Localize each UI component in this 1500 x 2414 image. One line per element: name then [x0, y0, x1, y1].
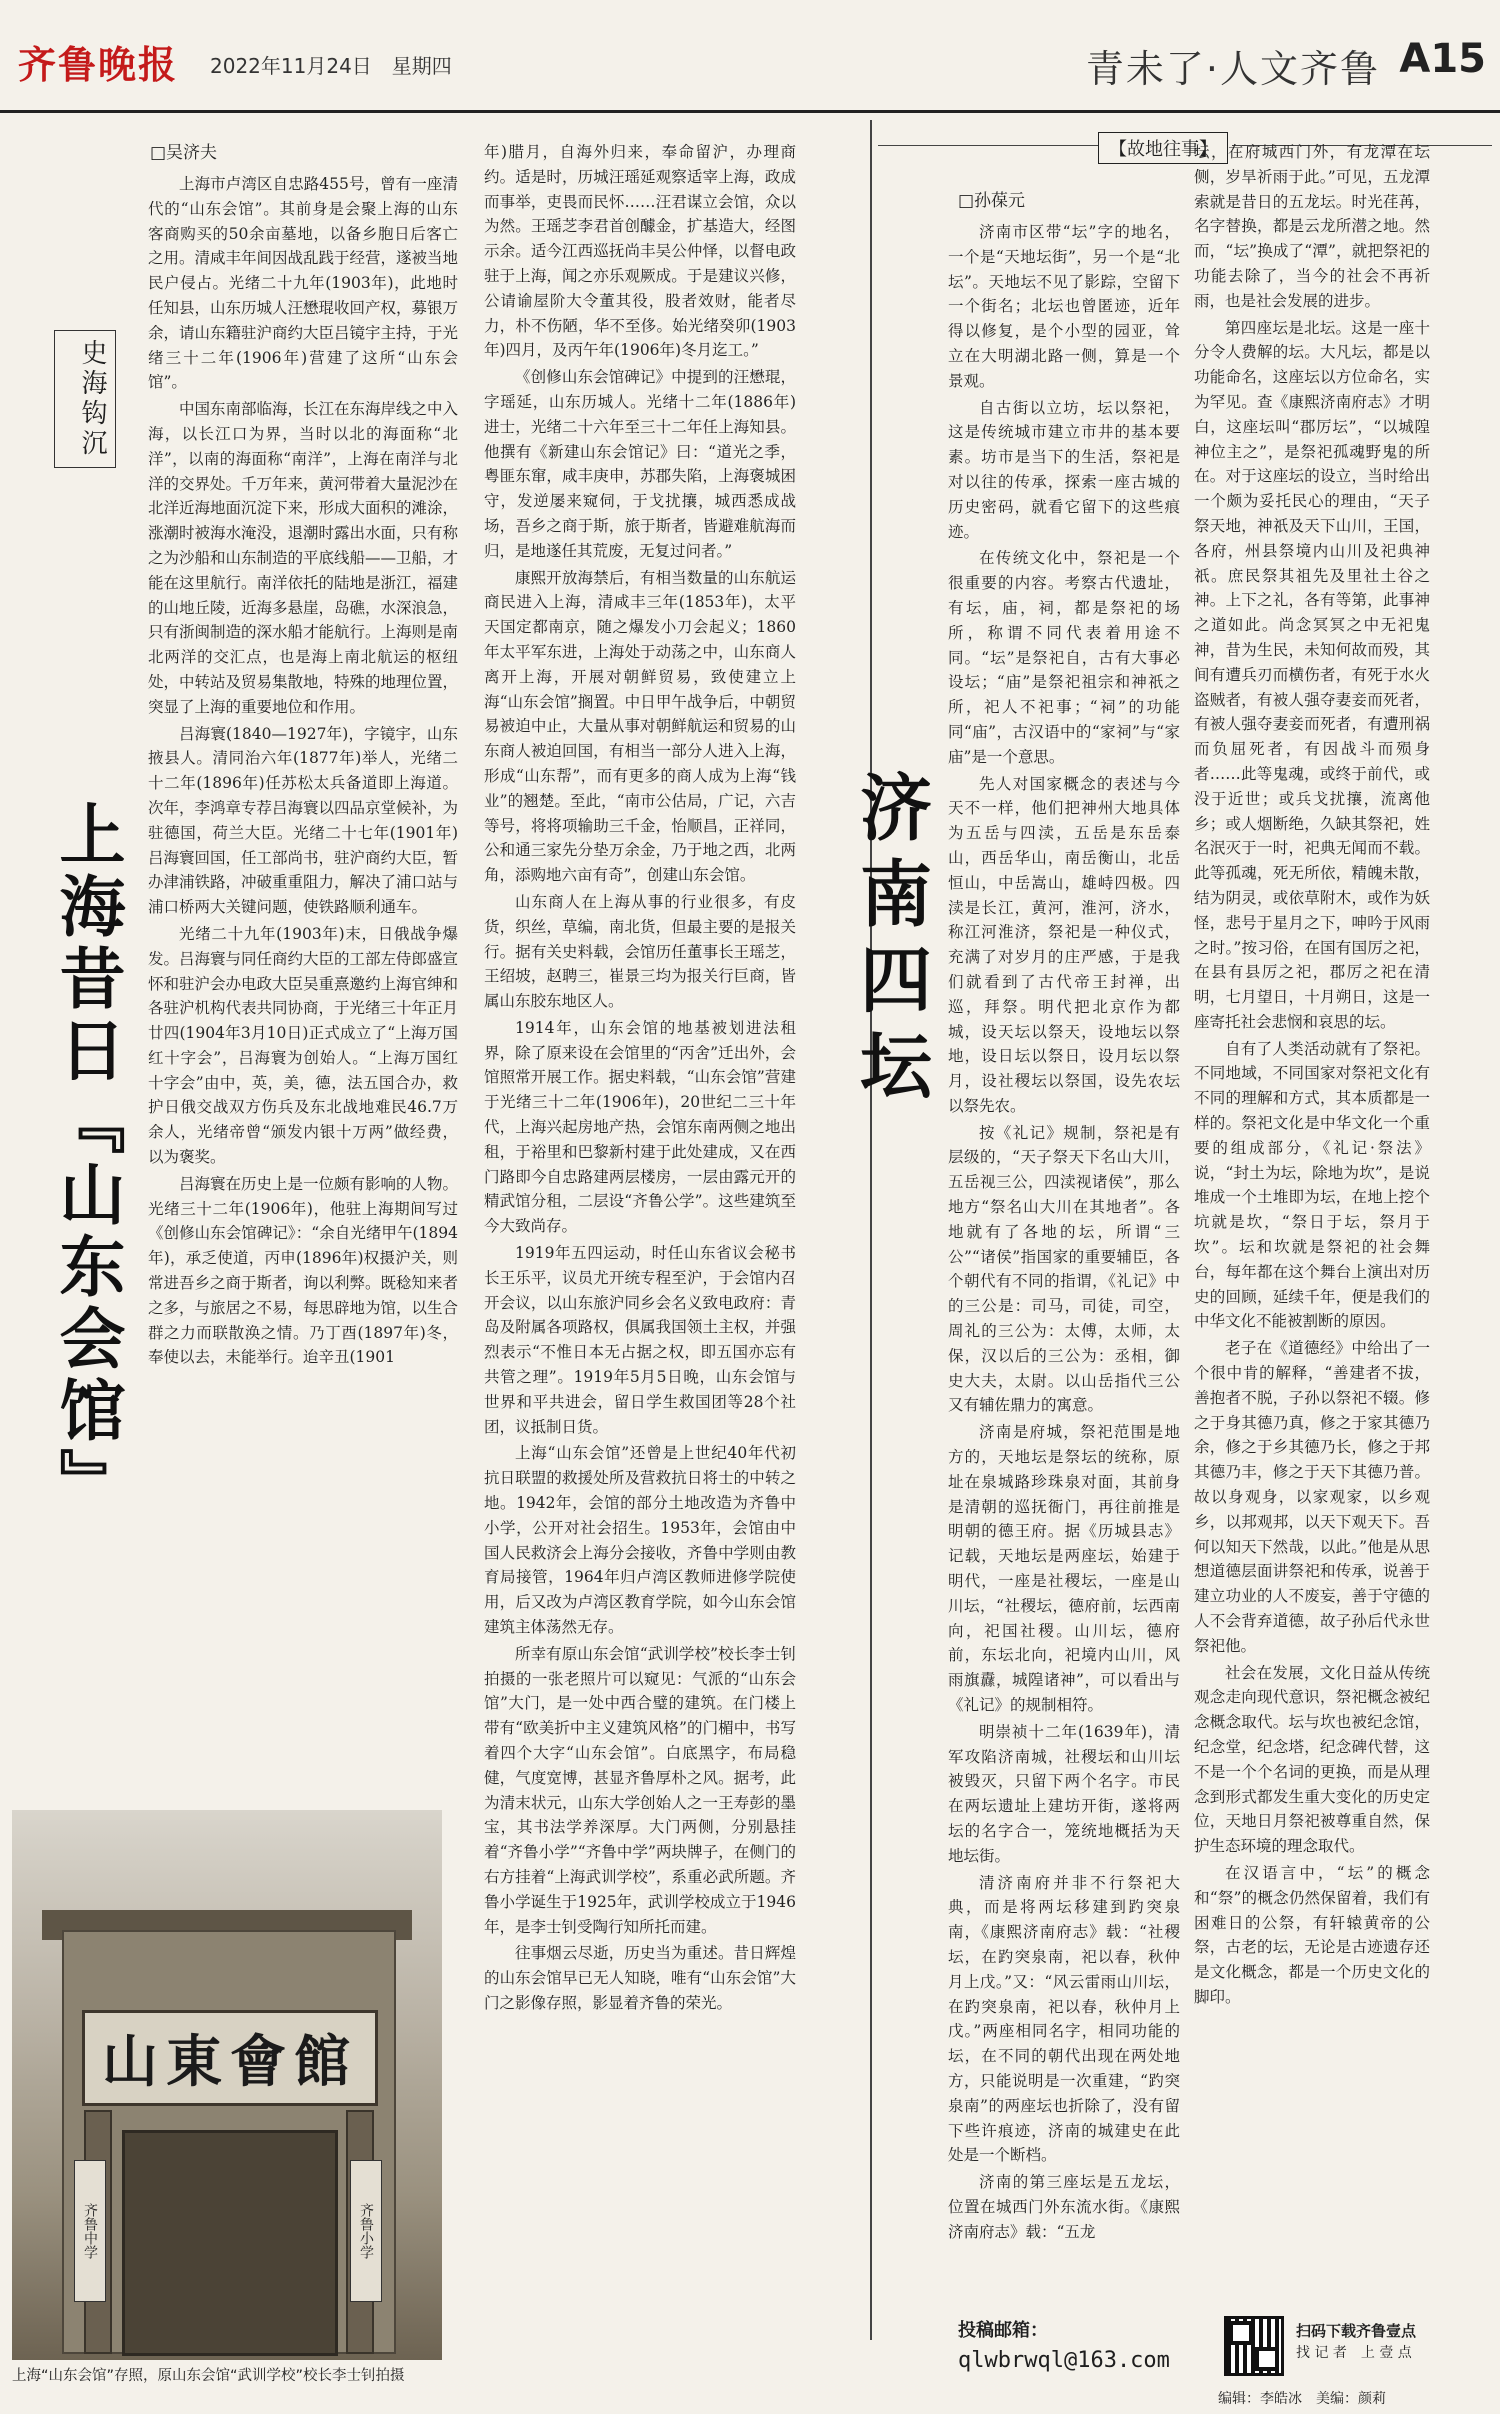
right-article-title: 济南四坛	[848, 770, 933, 1114]
column-tag: 史海钩沉	[54, 330, 116, 468]
paragraph: 在汉语言中，“坛”的概念和“祭”的概念仍然保留着，我们有困难日的公祭，有轩辕黄帝的公祭，古老的坛，无论是古迹遗存还是文化概念，都是一个历史文化的脚印。	[1194, 1863, 1430, 2006]
paragraph: 在传统文化中，祭祀是一个很重要的内容。考察古代遗址，有坛，庙，祠，都是祭祀的场所，称谓不同代表着用途不同。“坛”是祭祀自，古有大事必设坛；“庙”是祭祀祖宗和神祇之所，祀人不祀事；“祠”的功能同“庙”，古汉语中的“家祠”与“家庙”是一个意思。	[948, 549, 1180, 766]
paragraph: 吕海寰(1840—1927年)，字镜宇，山东掖县人。清同治六年(1877年)举人，光绪二十二年(1896年)任苏松太兵备道即上海道。次年，李鸿章专荐吕海寰以四品京堂候补，为驻德国，荷兰大臣。光绪二十七年(1901年)吕海寰回国，任工部尚书，驻沪商约大臣，暂办津浦铁路，冲破重重阻力，解决了浦口站与浦口桥两大关键问题，使铁路顺利通车。	[148, 724, 458, 917]
paragraph: 济南市区带“坛”字的地名，一个是“天地坛街”，另一个是“北坛”。天地坛不见了影踪，空留下一个街名；北坛也曾匿迹，近年得以修复，是个小型的园亚，耸立在大明湖北路一侧，算是一个景观。	[948, 223, 1180, 390]
paragraph: 济南的第三座坛是五龙坛，位置在城西门外东流水街。《康熙济南府志》载：“五龙	[948, 2173, 1180, 2241]
historic-photo	[12, 1810, 442, 2360]
photo-plaque: 齐鲁小学	[350, 2160, 382, 2302]
section-tag: 【故地往事】	[1098, 132, 1228, 164]
issue-date: 2022年11月24日 星期四	[210, 54, 452, 78]
paragraph: 老子在《道德经》中给出了一个很中肯的解释，“善建者不拔，善抱者不脱，子孙以祭祀不辍。修之于身其德乃真，修之于家其德乃余，修之于乡其德乃长，修之于邦其德乃丰，修之于天下其德乃普。故以身观身，以家观家，以乡观乡，以邦观邦，以天下观天下。吾何以知天下然哉，以此。”他是从思想道德层面讲祭祀和传承，说善于建立功业的人不废妄，善于守德的人不会背弃道德，故子孙后代永世祭祀他。	[1194, 1339, 1430, 1655]
qr-caption	[1296, 2320, 1416, 2364]
left-article-title: 上海昔日『山东会馆』	[48, 800, 126, 1520]
paragraph: 按《礼记》规制，祭祀是有层级的，“天子祭天下名山大川，五岳视三公，四渎视诸侯”，那么地方“祭名山大川在其地者”。各地就有了各地的坛，所谓“三公”“诸侯”指国家的重要辅臣，各个朝代有不同的指谓，《礼记》中的三公是：司马，司徒，司空，周礼的三公为：太傅，太师，太保，汉以后的三公为：丞相，御史大夫，太尉。以山岳指代三公又有辅佐鼎力的寓意。	[948, 1123, 1180, 1415]
paragraph: 济南是府城，祭祀范围是地方的，天地坛是祭坛的统称，原址在泉城路珍珠泉对面，其前身是清朝的巡抚衙门，再往前推是明朝的德王府。据《历城县志》记载，天地坛是两座坛，始建于明代，一座是社稷坛，一座是山川坛，“社稷坛，德府前，坛西南向，祀国社稷。山川坛，德府前，东坛北向，祀境内山川，风雨旗纛，城隍诸神”，可以看出与《礼记》的规制相符。	[948, 1423, 1180, 1715]
paragraph: 中国东南部临海，长江在东海岸线之中入海，以长江口为界，当时以北的海面称“北洋”，以南的海面称“南洋”，上海在南洋与北洋的交界处。千万年来，黄河带着大量泥沙在北洋近海地面沉淀下来，形成大面积的滩涂，涨潮时被海水淹没，退潮时露出水面，只有称之为沙船和山东制造的平底线船——卫船，才能在这里航行。南洋依托的陆地是浙江，福建的山地丘陵，近海多悬崖，岛礁，水深浪急，只有浙闽制造的深水船才能航行。上海则是南北两洋的交汇点，也是海上南北航运的枢纽处，中转站及贸易集散地，特殊的地理位置，突显了上海的重要地位和作用。	[148, 400, 458, 716]
paragraph: 山东商人在上海从事的行业很多，有皮货，织丝，草编，南北货，但最主要的是报关行。据有关史料载，会馆历任董事长王瑶芝，王绍坡，赵聘三，崔景三均为报关行巨商，皆属山东胶东地区人。	[484, 892, 796, 1011]
paragraph: 上海“山东会馆”还曾是上世纪40年代初抗日联盟的救援处所及营救抗日将士的中转之地。1942年，会馆的部分土地改造为齐鲁中小学，公开对社会招生。1953年，会馆由中国人民救济会上海分会接收，齐鲁中学则由教育局接管，1964年归卢湾区教师进修学院使用，后又改为卢湾区教育学院，如今山东会馆建筑主体荡然无存。	[484, 1444, 796, 1637]
paragraph: 光绪二十九年(1903年)末，日俄战争爆发。吕海寰与同任商约大臣的工部左侍郎盛宣怀和驻沪会办电政大臣吴重熹邀约上海官绅和各驻沪机构代表共同协商，于光绪三十年正月廿四(1904年3月10日)正式成立了“上海万国红十字会”，吕海寰为创始人。“上海万国红十字会”由中，英，美，德，法五国合办，救护日俄交战双方伤兵及东北战地难民46.7万余人，光绪帝曾“颁发内银十万两”做经费，以为褒奖。	[148, 924, 458, 1167]
qr-subtitle: 找 记 者 上 壹 点	[1296, 2345, 1412, 2361]
page-number: A15	[1399, 36, 1486, 82]
left-article-byline: □吴济夫	[150, 143, 218, 163]
paragraph: 清济南府并非不行祭祀大典，而是将两坛移建到趵突泉南，《康熙济南府志》载：“社稷坛，在趵突泉南，祀以春，秋仲月上戊。”又：“风云雷雨山川坛，在趵突泉南，祀以春，秋仲月上戊。”两座相同名字，相同功能的坛，在不同的朝代出现在两处地方，只能说明是一次重建，“趵突泉南”的两座坛也折除了，没有留下些许痕迹，济南的城建史在此处是一个断档。	[948, 1873, 1180, 2165]
paragraph: 第四座坛是北坛。这是一座十分令人费解的坛。大凡坛，都是以功能命名，这座坛以方位命名，实为罕见。查《康熙济南府志》才明白，这座坛叫“郡厉坛”，“以城隍神位主之”，是祭祀孤魂野鬼的所在。对于这座坛的设立，当时给出一个颇为妥托民心的理由，“天子祭天地，神祇及天下山川，王国，各府，州县祭境内山川及祀典神祇。庶民祭其祖先及里社土谷之神。上下之礼，各有等第，此事神之道如此。尚念冥冥之中无祀鬼神，昔为生民，未知何故而殁，其间有遭兵刃而横伤者，有死于水火盗贼者，有被人强夺妻妾而死者，有被人强夺妻妾而死者，有遭刑祸而负屈死者，有因战斗而殒身者……此等鬼魂，或终于前代，或没于近世；或兵戈扰攘，流离他乡；或人烟断绝，久缺其祭祀，姓名泯灭于一时，祀典无闻而不载。此等孤魂，死无所依，精魄未散，结为阴灵，或依草附木，或作为妖怪，悲号于星月之下，呻吟于风雨之时。”按习俗，在国有国厉之祀，在县有县厉之祀，郡厉之祀在清明，七月望日，十月朔日，这是一座寄托社会悲悯和哀思的坛。	[1194, 318, 1430, 1031]
paragraph: 1919年五四运动，时任山东省议会秘书长王乐平，议员尤开统专程至沪，于会馆内召开会议，以山东旅沪同乡会名义致电政府：青岛及附属各项路权，俱属我国领土主权，并强烈表示“不惟日本无占据之权，即五国亦忘有共管之理”。1919年5月5日晚，山东会馆与世界和平共进会，留日学生救国团等28个社团，议抵制日货。	[484, 1244, 796, 1436]
photo-gate	[122, 2130, 338, 2356]
paragraph: 明崇祯十二年(1639年)，清军攻陷济南城，社稷坛和山川坛被毁灭，只留下两个名字。市民在两坛遗址上建坊开街，遂将两坛的名字合一，笼统地概括为天地坛街。	[948, 1722, 1180, 1865]
paragraph: 1914年，山东会馆的地基被划进法租界，除了原来设在会馆里的“丙舍”迁出外，会馆照常开展工作。据史料载，“山东会馆”营建于光绪三十二年(1906年)，20世纪二三十年代，上海兴起房地产热，会馆东南两侧之地出租，于裕里和巴黎新村建于此处建成，又在西门路即今自忠路建两层楼房，一层由露元开的精武馆分租，二层设“齐鲁公学”。这些建筑至今大致尚存。	[484, 1018, 796, 1236]
submission-label: 投稿邮箱：	[958, 2320, 1048, 2341]
left-article-column-2	[484, 140, 796, 2310]
right-article-column-2	[1194, 140, 1430, 2290]
paragraph: 康熙开放海禁后，有相当数量的山东航运商民进入上海，清咸丰三年(1853年)，太平天国定都南京，随之爆发小刀会起义；1860年太平军东进，上海处于动荡之中，山东商人离开上海，开展对朝鲜贸易，致使建立上海“山东会馆”搁置。中日甲午战争后，中朝贸易被迫中止，大量从事对朝鲜航运和贸易的山东商人被迫回国，有相当一部分人进入上海，形成“山东帮”，而有更多的商人成为上海“钱业”的翘楚。至此，“南市公估局，广记，六吉等号，将将项输助三千金，怡顺昌，正祥同，公和通三家先分垫万余金，乃于地之西，北两角，添购地六亩有奇”，创建山东会馆。	[484, 568, 796, 885]
editor-credits: 编辑：李皓冰 美编：颜莉	[1218, 2391, 1386, 2407]
newspaper-logo: 齐鲁晚报	[18, 42, 179, 87]
right-article-byline: □孙葆元	[958, 191, 1026, 211]
paragraph: 自有了人类活动就有了祭祀。不同地域，不同国家对祭祀文化有不同的理解和方式，其本质都是一样的。祭祀文化是中华文化一个重要的组成部分，《礼记·祭法》说，“封土为坛，除地为坎”，是说堆成一个土堆即为坛，在地上挖个坑就是坎，“祭日于坛，祭月于坎”。坛和坎就是祭祀的社会舞台，每年都在这个舞台上演出对历史的回顾，延续千年，便是我们的中华文化不能被割断的原因。	[1194, 1039, 1430, 1331]
photo-sign: 山東會館	[82, 2010, 378, 2106]
right-article-column-1	[948, 220, 1180, 2370]
left-article-column-1	[148, 172, 458, 1812]
paragraph: 所幸有原山东会馆“武训学校”校长李士钊拍摄的一张老照片可以窥见：气派的“山东会馆”大门，是一处中西合璧的建筑。在门楼上带有“欧美折中主义建筑风格”的门楣中，书写着四个大字“山东会馆”。白底黑字，布局稳健，气度宽博，甚显齐鲁厚朴之风。据考，此为清末状元，山东大学创始人之一王寿彭的墨宝，其书法学养深厚。大门两侧，分别悬挂着“齐鲁小学”“齐鲁中学”两块牌子，在侧门的右方挂着“上海武训学校”，系重必武所题。齐鲁小学诞生于1925年，武训学校成立于1946年，是李士钊受陶行知所托而建。	[484, 1644, 796, 1936]
section-tag-rule	[878, 145, 1098, 146]
paragraph: 先人对国家概念的表述与今天不一样，他们把神州大地具体为五岳与四渎，五岳是东岳泰山，西岳华山，南岳衡山，北岳恒山，中岳嵩山，雄峙四极。四渎是长江，黄河，淮河，济水，称江河淮济，祭祀是一种仪式，充满了对岁月的庄严感，于是我们就看到了古代帝王封禅，出巡，拜祭。明代把北京作为都城，设天坛以祭天，设地坛以祭地，设日坛以祭日，设月坛以祭月，设社稷坛以祭国，设先农坛以祭先农。	[948, 774, 1180, 1115]
paragraph: 往事烟云尽逝，历史当为重述。昔日辉煌的山东会馆早已无人知晓，唯有“山东会馆”大门之影像存照，影显着齐鲁的荣光。	[484, 1944, 796, 2012]
header-rule	[0, 110, 1500, 113]
paragraph: 坛，在府城西门外，有龙潭在坛侧，岁旱祈雨于此。”可见，五龙潭索就是昔日的五龙坛。时光荏苒，名字替换，都是云龙所潜之地。然而，“坛”换成了“潭”，就把祭祀的功能去除了，当今的社会不再祈雨，也是社会发展的进步。	[1194, 143, 1430, 310]
paragraph: 社会在发展，文化日益从传统观念走向现代意识，祭祀概念被纪念概念取代。坛与坎也被纪念馆，纪念堂，纪念塔，纪念碑代替，这不是一个个名词的更换，而是从理念到形式都发生重大变化的历史定位，天地日月祭祀被尊重自然，保护生态环境的理念取代。	[1194, 1663, 1430, 1856]
photo-caption: 上海“山东会馆”存照，原山东会馆“武训学校”校长李士钊拍摄	[12, 2368, 405, 2384]
qr-title: 扫码下载齐鲁壹点	[1296, 2322, 1417, 2340]
paragraph: 上海市卢湾区自忠路455号，曾有一座清代的“山东会馆”。其前身是会聚上海的山东客商购买的50余亩墓地，以备乡胞日后客亡之用。清咸丰年间因战乱践于经营，遂被当地民户侵占。光绪二十九年(1903年)，此地时任知县，山东历城人汪懋琨收回产权，募银万余，请山东籍驻沪商约大臣吕镜宇主持，于光绪三十二年(1906年)营建了这所“山东会馆”。	[148, 175, 458, 392]
page-header	[0, 0, 1500, 110]
paragraph: 《创修山东会馆碑记》中提到的汪懋琨，字瑶延，山东历城人。光绪十二年(1886年)进士，光绪二十六年至三十二年任上海知县。他撰有《新建山东会馆记》曰：“道光之季，粤匪东窜，咸丰庚申，苏郡失陷，上海褒城困守，发逆屡来窥伺，于戈扰攘，城西悉成战场，吾乡之商于斯，旅于斯者，皆避难航海而归，是地遂任其荒废，无复过问者。”	[484, 368, 796, 560]
qr-code-icon[interactable]	[1224, 2316, 1284, 2376]
article-divider	[870, 120, 872, 2340]
paragraph: 吕海寰在历史上是一位颇有影响的人物。光绪三十二年(1906年)，他驻上海期间写过《创修山东会馆碑记》：“余自光绪甲午(1894年)，承乏使道，丙申(1896年)权摄沪关，则常进吾乡之商于斯者，询以利弊。既稔知来者之多，与旅居之不易，每思辟地为馆，以生合群之力而联散涣之情。乃丁酉(1897年)冬，奉使以去，未能举行。迨辛丑(1901	[148, 1174, 458, 1367]
photo-plaque: 齐鲁中学	[74, 2160, 106, 2302]
section-title: 青未了·人文齐鲁	[1085, 47, 1380, 91]
paragraph: 自古街以立坊，坛以祭祀，这是传统城市建立市井的基本要素。坊市是当下的生活，祭祀是对以往的传承，探索一座古城的历史密码，就看它留下的这些痕迹。	[948, 398, 1180, 541]
submission-email[interactable]: qlwbrwql@163.com	[958, 2348, 1170, 2373]
paragraph: 年)腊月，自海外归来，奉命留沪，办理商约。适是时，历城汪瑶延观察适宰上海，政成而事举，吏畏而民怀……汪君谋立会馆，众以为然。王瑶芝李君首创醵金，扩基造大，经图示余。适今江西巡抚尚丰吴公仲怿，以督电政驻于上海，闻之亦乐观厥成。于是建议兴修，公请谕屋阶大令董其役，股者效财，能者尽力，朴不伤陋，华不至侈。始光绪癸卯(1903年)四月，及丙午年(1906年)冬月迄工。”	[484, 143, 796, 360]
